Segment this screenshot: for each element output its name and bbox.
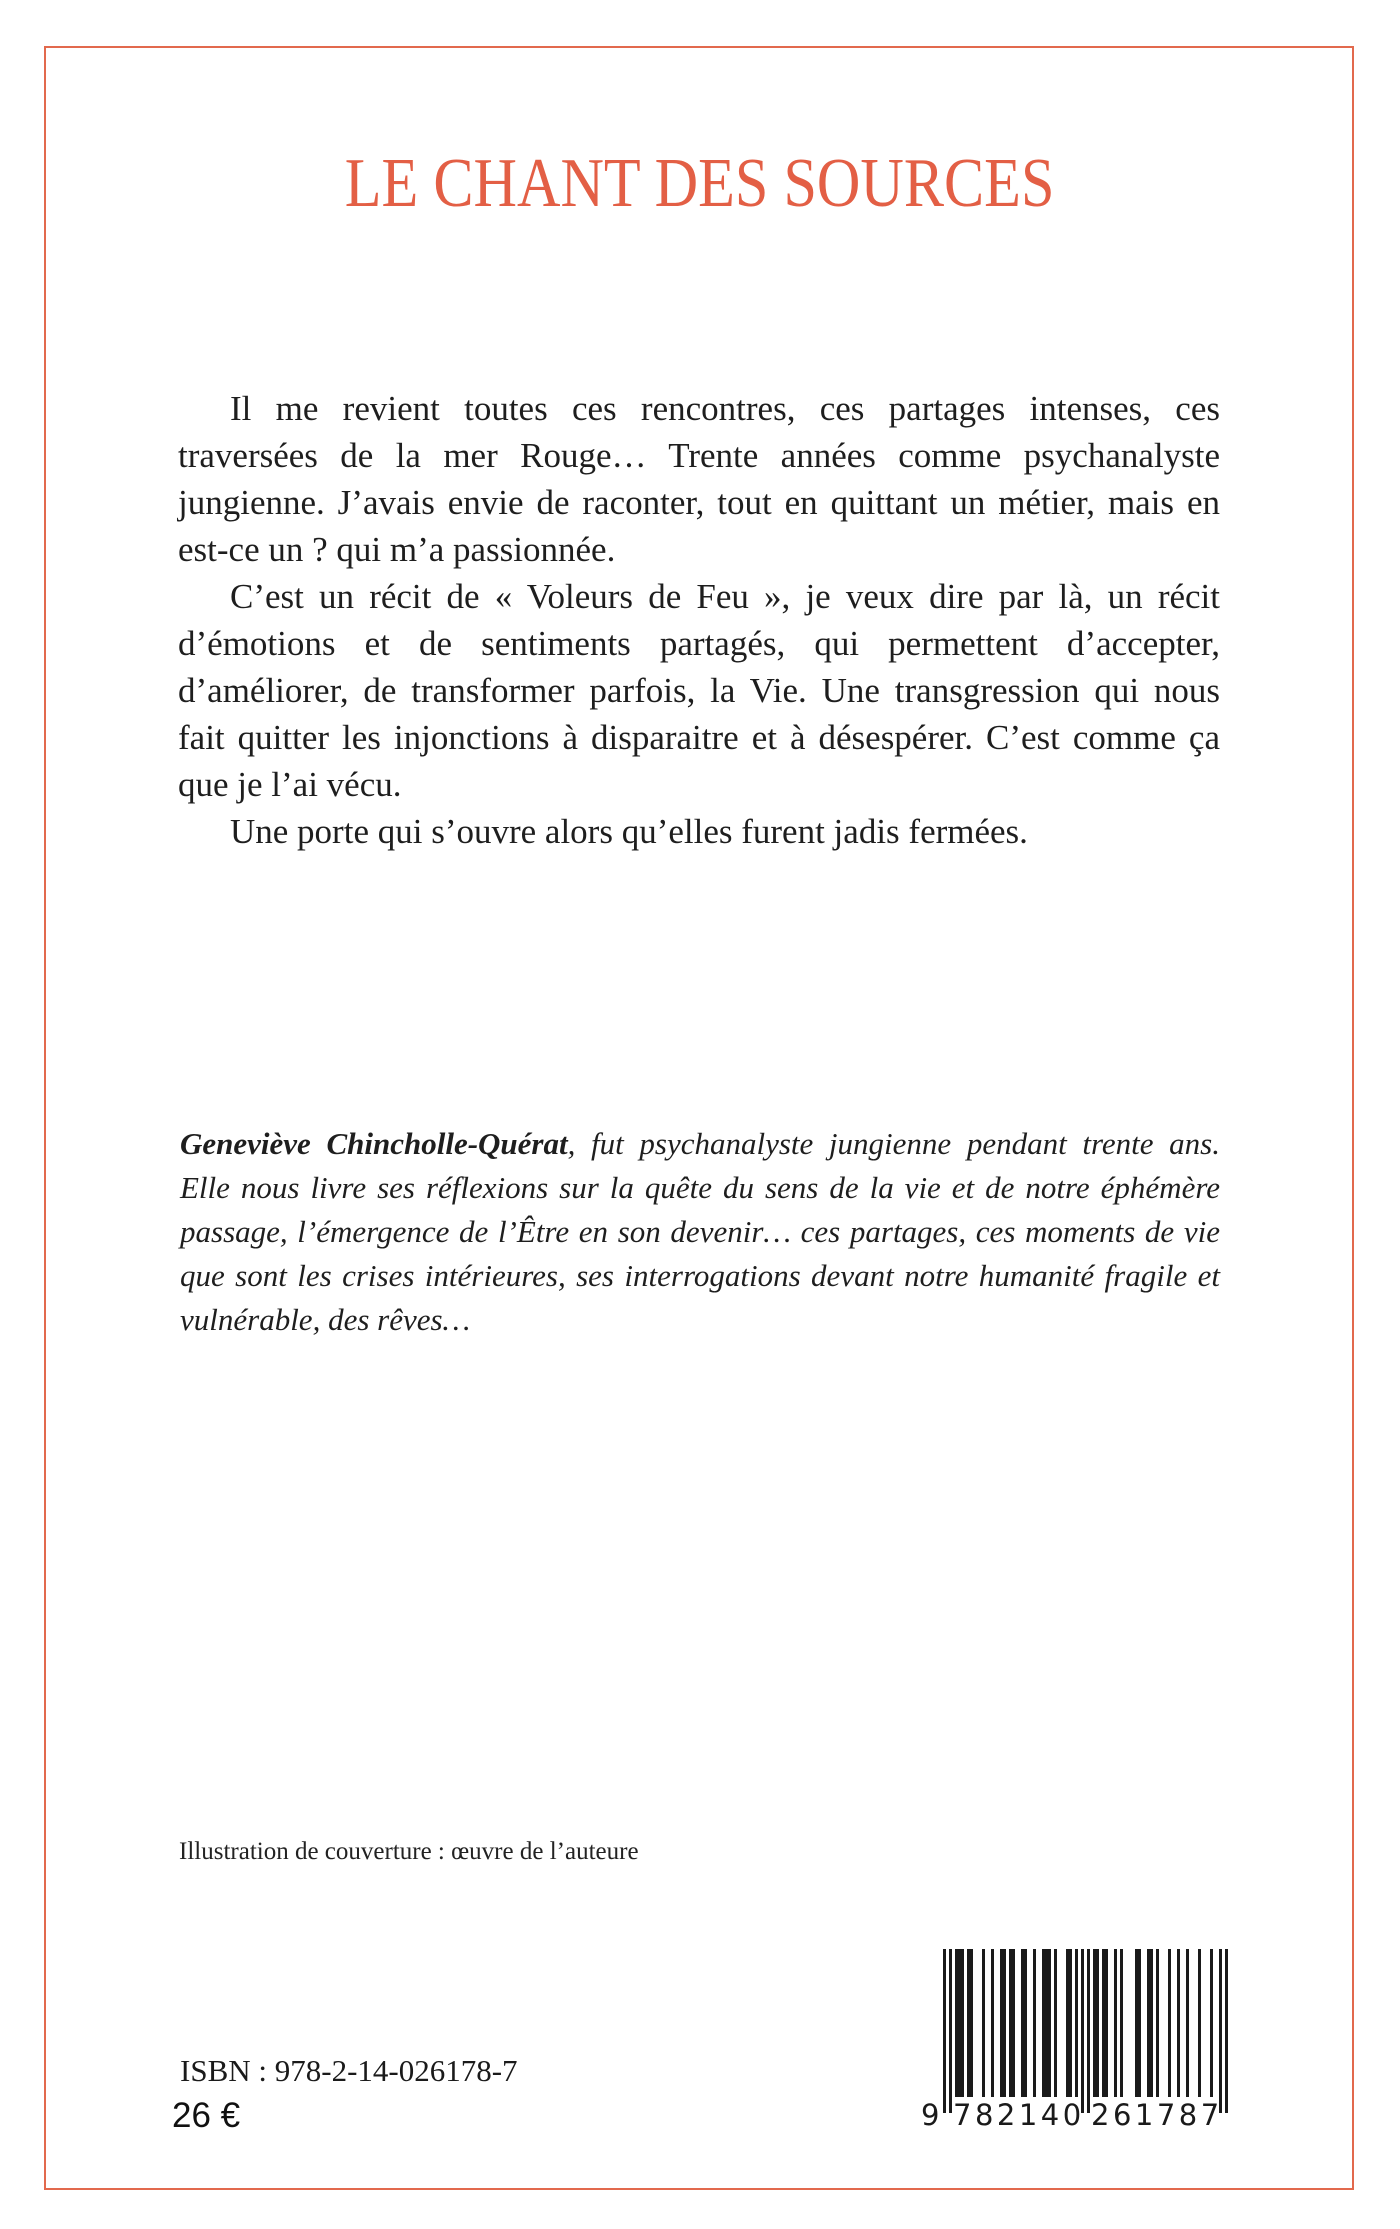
blurb-paragraph: Une porte qui s’ouvre alors qu’elles furent jadis fermées.	[230, 812, 1028, 851]
barcode-bar	[1033, 1949, 1036, 2097]
barcode-bar	[1054, 1949, 1057, 2097]
book-title-text: LE CHANT DES SOURCES	[345, 145, 1055, 222]
barcode-bar	[1096, 1949, 1099, 2097]
ean13-barcode	[943, 1949, 1228, 2113]
barcode-bar	[961, 1949, 964, 2097]
barcode-bar	[1003, 1949, 1006, 2097]
barcode-bar	[1198, 1949, 1201, 2097]
barcode-right-digits: 261787	[1091, 2098, 1223, 2132]
barcode-bar	[1120, 1949, 1123, 2097]
author-bio	[180, 1122, 1220, 1342]
barcode-bar	[1114, 1949, 1117, 2097]
barcode-bar	[1069, 1949, 1072, 2097]
barcode-first-digit: 9	[921, 2098, 943, 2132]
barcode-bar	[1186, 1949, 1189, 2097]
barcode-bar	[1081, 1949, 1084, 2113]
cover-frame-border	[44, 46, 1354, 2190]
barcode-bar	[982, 1949, 985, 2097]
barcode-bar	[1087, 1949, 1090, 2113]
barcode-bar	[1156, 1949, 1159, 2097]
back-cover-blurb	[178, 385, 1220, 855]
book-title	[0, 145, 1400, 222]
barcode-bar	[1225, 1949, 1228, 2113]
barcode-bar	[970, 1949, 973, 2097]
barcode-bar	[1219, 1949, 1222, 2113]
barcode-bar	[1210, 1949, 1213, 2097]
cover-illustration-credit: Illustration de couverture : œuvre de l’auteure	[179, 1838, 639, 1865]
isbn-number: ISBN : 978-2-14-026178-7	[180, 2053, 518, 2088]
barcode-bar	[1138, 1949, 1141, 2097]
barcode-bar	[1048, 1949, 1051, 2097]
barcode-left-digits: 782140	[953, 2098, 1085, 2132]
author-bio-paragraph	[180, 1122, 1220, 1342]
barcode-bar	[1177, 1949, 1180, 2097]
barcode-bar	[1105, 1949, 1108, 2097]
barcode-bar	[1150, 1949, 1153, 2097]
author-bio-text: , fut psychanalyste jungienne pendant trente ans. Elle nous livre ses réflexions sur la quête du sens de la vie et de notre éphémère passage, l’émergence de l’Être en son devenir… ces partages, ces moments de vie que sont les crises intérieures, ses interrogations devant notre humanité fragile et vulnérable, des rêves…	[180, 1126, 1220, 1337]
blurb-paragraph: C’est un récit de « Voleurs de Feu », je veux dire par là, un récit d’émotions et de sentiments partagés, qui permettent d’accepter, d’améliorer, de transformer parfois, la Vie. Une transgression qui nous fait quitter les injonctions à disparaitre et à désespérer. C’est comme ça que je l’ai vécu.	[178, 577, 1220, 804]
barcode-bar	[991, 1949, 994, 2097]
barcode-bar	[1168, 1949, 1171, 2097]
barcode-bar	[1012, 1949, 1015, 2097]
barcode-bar	[1024, 1949, 1027, 2097]
barcode-bar	[1075, 1949, 1078, 2097]
barcode-bar	[949, 1949, 952, 2113]
barcode-bar	[943, 1949, 946, 2113]
price-label: 26 €	[172, 2096, 241, 2135]
blurb-paragraph: Il me revient toutes ces rencontres, ces partages intenses, ces traversées de la mer Rouge… Trente années comme psychanalyste jungienne. J’avais envie de raconter, tout en quittant un métier, mais en est-ce un ? qui m’a passionnée.	[178, 389, 1220, 569]
author-name: Geneviève Chincholle-Quérat	[180, 1126, 568, 1161]
